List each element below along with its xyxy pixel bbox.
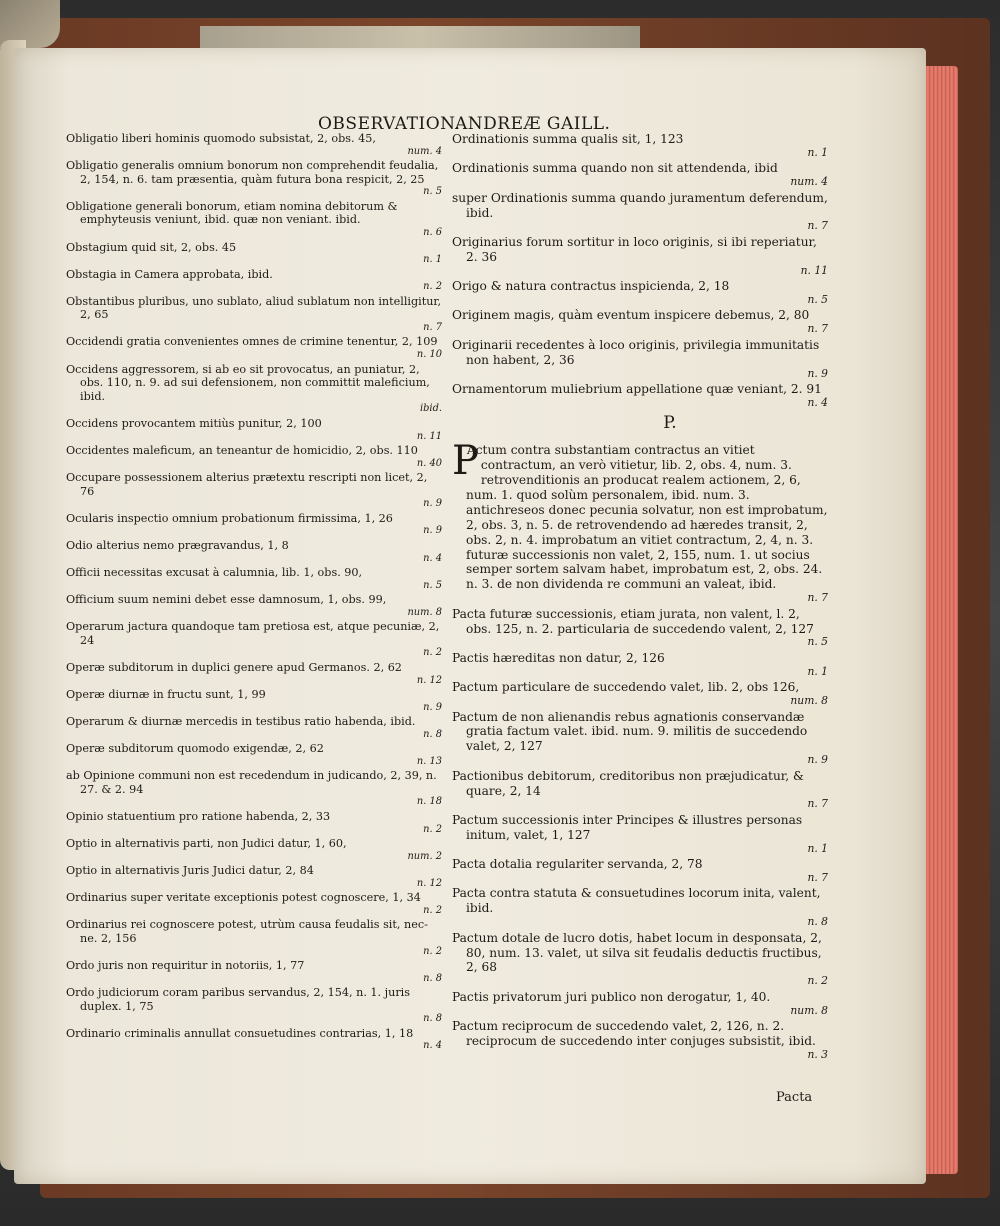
index-entry [452, 438, 828, 605]
entry-text: Occidens provocantem mitiùs punitur, 2, 100 [66, 416, 322, 430]
index-entry [452, 990, 828, 1017]
entry-reference: n. 2 [423, 945, 442, 957]
entry-reference: n. 1 [807, 664, 828, 678]
entry-text: Pactum dotale de lucro dotis, habet locum in desponsata, 2, 80, num. 13. valet, ut silva sit feudalis deductis fructibus, 2, 68 [452, 930, 822, 975]
entry-text: Occidendi gratia convenientes omnes de crimine tenentur, 2, 109 [66, 335, 438, 349]
entry-reference: num. 8 [407, 606, 442, 618]
entry-reference: num. 8 [790, 694, 828, 708]
entry-text: Obligatione generali bonorum, etiam nomina debitorum & emphyteusis veniunt, ibid. quæ non veniant. ibid. [66, 199, 398, 227]
spine-strip [200, 26, 640, 48]
index-entry [452, 279, 828, 306]
entry-reference: n. 11 [416, 430, 442, 442]
entry-text: Originarii recedentes à loco originis, privilegia immunitatis non habent, 2, 36 [452, 337, 820, 367]
entry-text: Pacta futuræ successionis, etiam jurata, non valent, l. 2, obs. 125, n. 2. particularia de succedendo valent, 2, 127 [452, 606, 814, 636]
entry-reference: n. 5 [807, 292, 828, 306]
index-entry [66, 742, 442, 767]
index-column-left [66, 132, 442, 1054]
entry-text: Opinio statuentium pro ratione habenda, 2, 33 [66, 809, 331, 823]
entry-reference: n. 8 [423, 972, 442, 984]
index-entry [452, 857, 828, 884]
entry-reference: n. 13 [416, 755, 442, 767]
index-entry [452, 710, 828, 767]
entry-reference: n. 7 [807, 219, 828, 233]
index-entry [452, 308, 828, 335]
entry-reference: n. 2 [423, 647, 442, 659]
entry-reference: n. 10 [416, 349, 442, 361]
entry-reference: n. 8 [423, 1013, 442, 1025]
index-entry [66, 471, 442, 510]
index-entry [66, 512, 442, 537]
index-entry [452, 769, 828, 811]
index-entry [452, 382, 828, 409]
entry-reference: num. 8 [790, 1003, 828, 1017]
entry-text: Operæ subditorum quomodo exigendæ, 2, 62 [66, 742, 324, 756]
section-letter-p: P. [663, 413, 677, 434]
entry-text: Pactum de non alienandis rebus agnationis conservandæ gratia factum valet. ibid. num. 9. militis de succedendo valet, 2, 127 [452, 709, 808, 754]
entry-text: Pacta dotalia regulariter servanda, 2, 78 [452, 857, 703, 872]
entry-text: Operæ subditorum in duplici genere apud Germanos. 2, 62 [66, 660, 402, 674]
entry-text: Ordo judiciorum coram paribus servandus, 2, 154, n. 1. juris duplex. 1, 75 [66, 986, 410, 1013]
entry-reference: ibid. [419, 403, 442, 415]
entry-reference: n. 3 [807, 1047, 828, 1061]
entry-reference: n. 9 [423, 525, 442, 537]
entry-text: Obstantibus pluribus, uno sublato, aliud sublatum non intelligitur, 2, 65 [66, 294, 442, 322]
entry-reference: n. 7 [423, 322, 442, 334]
entry-text: Operæ diurnæ in fructu sunt, 1, 99 [66, 687, 266, 701]
entry-text: Odio alterius nemo prægravandus, 1, 8 [66, 538, 289, 552]
index-entry [66, 539, 442, 564]
entry-text: Pactum particulare de succedendo valet, lib. 2, obs 126, [452, 680, 800, 695]
index-entry [66, 620, 442, 659]
entry-text: Pactum successionis inter Principes & illustres personas initum, valet, 1, 127 [452, 812, 803, 842]
entry-text: Origo & natura contractus inspicienda, 2, 18 [452, 279, 730, 294]
entry-reference: n. 5 [807, 635, 828, 649]
index-entry [66, 566, 442, 591]
entry-text: Occidens aggressorem, si ab eo sit provocatus, an puniatur, 2, obs. 110, n. 9. ad sui defensionem, non committit maleficium, ibid. [66, 362, 430, 403]
entry-text: Obligatio generalis omnium bonorum non comprehendit feudalia, 2, 154, n. 6. tam præsentia, quàm futura bona respicit, 2, 25 [66, 159, 439, 186]
index-entry [452, 1019, 828, 1061]
index-entry [66, 891, 442, 916]
entry-reference: n. 9 [807, 366, 828, 380]
entry-text: Operarum & diurnæ mercedis in testibus ratio habenda, ibid. [66, 715, 416, 728]
running-header-left: OBSERVATION. [318, 114, 461, 134]
entry-reference: n. 7 [807, 870, 828, 884]
index-entry [66, 200, 442, 239]
p-section [452, 438, 828, 1061]
entry-text: Obstagium quid sit, 2, obs. 45 [66, 240, 237, 254]
entry-text: Ordinarius super veritate exceptionis potest cognoscere, 1, 34 [66, 891, 421, 905]
entry-reference: n. 4 [423, 552, 442, 564]
index-entry [452, 607, 828, 649]
drop-cap: P [452, 438, 479, 485]
entry-text: Pactis hæreditas non datur, 2, 126 [452, 650, 665, 665]
index-entry [452, 931, 828, 988]
index-entry [66, 268, 442, 293]
entry-reference: n. 18 [416, 796, 442, 808]
index-entry [452, 886, 828, 928]
entry-reference: n. 9 [807, 753, 828, 767]
index-entry [452, 651, 828, 678]
entry-text: ab Opinione communi non est recedendum in judicando, 2, 39, n. 27. & 2. 94 [66, 769, 437, 796]
entry-reference: num. 2 [407, 850, 442, 862]
entry-reference: n. 7 [807, 797, 828, 811]
entry-reference: n. 12 [416, 674, 442, 686]
index-entry [452, 161, 828, 188]
entry-text: Ordinarius rei cognoscere potest, utrùm causa feudalis sit, nec-ne. 2, 156 [66, 918, 428, 945]
entry-reference: n. 9 [423, 498, 442, 510]
o-section [452, 132, 828, 409]
index-entry [66, 132, 442, 157]
index-entry [66, 688, 442, 713]
entry-text: Officium suum nemini debet esse damnosum, 1, obs. 99, [66, 593, 387, 607]
entry-reference: n. 5 [423, 186, 442, 198]
entry-text: Actum contra substantiam contractus an vitiet contractum, an verò vitietur, lib. 2, obs. 4, num. 3. retrovenditionis an producat realem actionem, 2, 6, num. 1. quod solùm personalem, ibid. num. 3. antichreseos donec pecunia solvatur, non est improbatum, 2, obs. 3, n. 5. de retrovendendo ad hæredes transit, 2, obs. 2, n. 4. improbatum an vitiet contractum, 2, 4, n. 3. futuræ successionis non valet, 2, 155, num. 1. ut socius semper sortem salvam habet, improbatum est, 2, obs. 24. n. 3. de non dividenda re communi an valeat, ibid. [466, 443, 828, 592]
entry-reference: n. 1 [807, 841, 828, 855]
entry-reference: n. 5 [423, 579, 442, 591]
index-entry [452, 132, 828, 159]
index-entry [66, 715, 442, 740]
entry-text: Officii necessitas excusat à calumnia, lib. 1, obs. 90, [66, 565, 363, 579]
entry-text: Optio in alternativis Juris Judici datur, 2, 84 [66, 864, 314, 878]
index-entry [66, 295, 442, 334]
entry-reference: n. 1 [423, 254, 442, 266]
entry-reference: num. 4 [407, 145, 442, 157]
index-entry [66, 959, 442, 984]
index-entry [66, 241, 442, 266]
entry-reference: n. 4 [807, 395, 828, 409]
index-entry [452, 235, 828, 277]
entry-text: Pactum reciprocum de succedendo valet, 2, 126, n. 2. reciprocum de succedendo inter conjuges subsistit, ibid. [452, 1019, 816, 1048]
entry-reference: n. 40 [416, 457, 442, 469]
index-entry [66, 159, 442, 198]
index-entry [66, 417, 442, 442]
entry-reference: n. 8 [807, 915, 828, 929]
entry-text: Ocularis inspectio omnium probationum firmissima, 1, 26 [66, 511, 393, 525]
running-header-right: ANDREÆ GAILL. [455, 114, 611, 134]
entry-reference: n. 8 [423, 728, 442, 740]
index-entry [66, 593, 442, 618]
index-entry [66, 986, 442, 1025]
entry-reference: n. 7 [807, 322, 828, 336]
index-entry [66, 837, 442, 862]
entry-text: Occidentes maleficum, an teneantur de homicidio, 2, obs. 110 [66, 443, 418, 457]
index-entry [66, 918, 442, 957]
entry-text: Optio in alternativis parti, non Judici datur, 1, 60, [66, 836, 347, 850]
entry-reference: n. 2 [807, 974, 828, 988]
index-column-right [452, 132, 828, 1063]
entry-reference: n. 12 [416, 877, 442, 889]
index-entry [66, 335, 442, 360]
entry-text: Obstagia in Camera approbata, ibid. [66, 267, 273, 281]
entry-reference: n. 2 [423, 904, 442, 916]
catchword: Pacta [776, 1090, 813, 1105]
entry-reference: n. 7 [807, 591, 828, 605]
entry-text: Pactis privatorum juri publico non derogatur, 1, 40. [452, 989, 771, 1004]
entry-reference: n. 6 [423, 227, 442, 239]
entry-reference: num. 4 [790, 175, 828, 189]
entry-text: Occupare possessionem alterius prætextu rescripti non licet, 2, 76 [66, 471, 428, 498]
entry-text: Ordinario criminalis annullat consuetudines contrarias, 1, 18 [66, 1026, 414, 1040]
entry-text: Originem magis, quàm eventum inspicere debemus, 2, 80 [452, 308, 810, 323]
entry-text: Operarum jactura quandoque tam pretiosa est, atque pecuniæ, 2, 24 [66, 620, 440, 647]
entry-text: Pacta contra statuta & consuetudines locorum inita, valent, ibid. [452, 886, 821, 916]
entry-text: Pactionibus debitorum, creditoribus non præjudicatur, & quare, 2, 14 [452, 768, 804, 798]
index-entry [66, 1027, 442, 1052]
index-entry [66, 661, 442, 686]
entry-reference: n. 2 [423, 281, 442, 293]
entry-text: Ordinationis summa qualis sit, 1, 123 [452, 132, 684, 146]
entry-reference: n. 9 [423, 701, 442, 713]
entry-text: Obligatio liberi hominis quomodo subsistat, 2, obs. 45, [66, 132, 376, 145]
entry-reference: n. 11 [800, 263, 828, 277]
entry-reference: n. 4 [423, 1040, 442, 1052]
index-entry [452, 680, 828, 707]
index-entry [66, 444, 442, 469]
entry-text: super Ordinationis summa quando juramentum deferendum, ibid. [452, 190, 828, 220]
index-entry [66, 363, 442, 415]
entry-reference: n. 1 [807, 145, 828, 159]
entry-text: Ornamentorum muliebrium appellatione quæ veniant, 2. 91 [452, 381, 822, 396]
index-entry [66, 769, 442, 808]
entry-reference: n. 2 [423, 823, 442, 835]
index-entry [452, 813, 828, 855]
index-entry [66, 864, 442, 889]
entry-text: Originarius forum sortitur in loco originis, si ibi reperiatur, 2. 36 [452, 234, 817, 264]
index-entry [452, 191, 828, 233]
entry-text: Ordinationis summa quando non sit attendenda, ibid [452, 161, 778, 176]
index-entry [66, 810, 442, 835]
index-entry [452, 338, 828, 380]
entry-text: Ordo juris non requiritur in notoriis, 1, 77 [66, 958, 305, 972]
